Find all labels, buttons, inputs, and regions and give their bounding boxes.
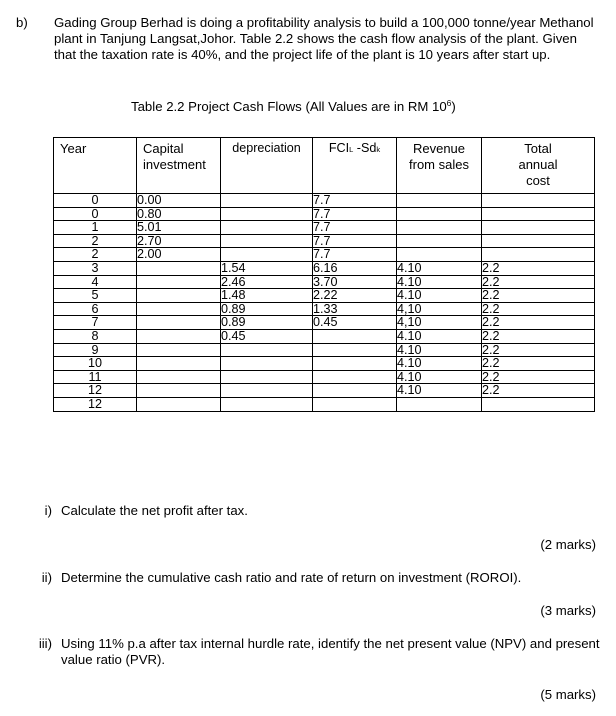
cell-year: 1 <box>54 221 137 235</box>
cell-fci: 6.16 <box>313 261 397 275</box>
fci-main-1: FCI <box>328 141 350 155</box>
cell-capital <box>137 370 221 384</box>
cell-cost: 2.2 <box>482 302 595 316</box>
col-header-revenue <box>397 138 482 194</box>
cell-year: 6 <box>54 302 137 316</box>
cell-capital <box>137 357 221 371</box>
cell-fci <box>313 397 397 411</box>
table-caption <box>131 99 456 114</box>
intro-paragraph: Gading Group Berhad is doing a profitability analysis to build a 100,000 tonne/year Methanol plant in Tanjung Langsat,Johor. Table 2.2 shows the cash flow analysis of the plant. Given that the taxation rate is 40%, and the project life of the plant is 10 years after start up. <box>54 15 594 62</box>
cell-cost: 2.2 <box>482 275 595 289</box>
cell-depreciation <box>221 370 313 384</box>
cell-fci: 0.45 <box>313 316 397 330</box>
cell-capital: 0.80 <box>137 207 221 221</box>
cell-revenue: 4.10 <box>397 384 482 398</box>
cell-depreciation <box>221 207 313 221</box>
table-row <box>54 194 595 208</box>
table-row <box>54 221 595 235</box>
cell-capital: 5.01 <box>137 221 221 235</box>
cell-depreciation: 1.54 <box>221 261 313 275</box>
cell-cost <box>482 194 595 208</box>
cell-revenue <box>397 397 482 411</box>
cell-cost <box>482 397 595 411</box>
table-row <box>54 289 595 303</box>
cell-revenue: 4,10 <box>397 316 482 330</box>
caption-text: Table 2.2 Project Cash Flows (All Values are in RM 10 <box>131 99 447 114</box>
cell-depreciation <box>221 343 313 357</box>
cell-fci <box>313 384 397 398</box>
cell-capital <box>137 261 221 275</box>
cell-depreciation: 0.89 <box>221 302 313 316</box>
table-row <box>54 357 595 371</box>
cell-capital <box>137 316 221 330</box>
table-row <box>54 302 595 316</box>
table-row <box>54 261 595 275</box>
table-body <box>54 194 595 412</box>
caption-close: ) <box>451 99 456 114</box>
cell-fci: 7.7 <box>313 221 397 235</box>
cell-revenue: 4.10 <box>397 343 482 357</box>
cell-cost <box>482 248 595 262</box>
cell-depreciation <box>221 397 313 411</box>
cell-cost: 2.2 <box>482 370 595 384</box>
cell-year: 0 <box>54 194 137 208</box>
question-1-number: i) <box>44 503 52 518</box>
cell-year: 12 <box>54 384 137 398</box>
cell-capital <box>137 384 221 398</box>
cell-cost <box>482 234 595 248</box>
cell-fci: 7.7 <box>313 234 397 248</box>
cell-depreciation <box>221 357 313 371</box>
cell-fci: 7.7 <box>313 207 397 221</box>
cell-capital <box>137 397 221 411</box>
cell-year: 2 <box>54 234 137 248</box>
cell-revenue: 4,10 <box>397 302 482 316</box>
cell-fci: 2.22 <box>313 289 397 303</box>
col-header-fci <box>313 138 397 194</box>
cell-year: 3 <box>54 261 137 275</box>
cell-depreciation <box>221 221 313 235</box>
col-header-year: Year <box>54 138 137 194</box>
cell-revenue: 4.10 <box>397 370 482 384</box>
table-row <box>54 329 595 343</box>
cell-fci: 1.33 <box>313 302 397 316</box>
cell-revenue: 4.10 <box>397 357 482 371</box>
question-1-marks: (2 marks) <box>540 537 596 552</box>
cell-fci: 7.7 <box>313 248 397 262</box>
table-row <box>54 316 595 330</box>
table-header-row <box>54 138 595 194</box>
cell-year: 12 <box>54 397 137 411</box>
table-row <box>54 248 595 262</box>
cell-revenue <box>397 248 482 262</box>
question-2-marks: (3 marks) <box>540 603 596 618</box>
cell-revenue <box>397 207 482 221</box>
cell-year: 9 <box>54 343 137 357</box>
col-header-total-line2: annual <box>518 156 558 172</box>
cell-year: 7 <box>54 316 137 330</box>
cell-revenue <box>397 221 482 235</box>
cell-fci <box>313 329 397 343</box>
cell-revenue <box>397 194 482 208</box>
cell-fci <box>313 357 397 371</box>
cell-revenue <box>397 234 482 248</box>
cell-cost: 2.2 <box>482 316 595 330</box>
table-row <box>54 384 595 398</box>
question-3-marks: (5 marks) <box>540 687 596 702</box>
cell-capital <box>137 289 221 303</box>
cell-depreciation: 0.45 <box>221 329 313 343</box>
cell-capital <box>137 343 221 357</box>
question-2-number: ii) <box>41 570 52 585</box>
cell-capital <box>137 329 221 343</box>
question-1-text: Calculate the net profit after tax. <box>61 503 248 518</box>
cell-depreciation: 2.46 <box>221 275 313 289</box>
fci-sub-2: k <box>376 145 381 154</box>
cell-year: 11 <box>54 370 137 384</box>
cell-cost: 2.2 <box>482 384 595 398</box>
table-row <box>54 234 595 248</box>
cell-year: 10 <box>54 357 137 371</box>
cell-capital <box>137 275 221 289</box>
cell-capital: 0.00 <box>137 194 221 208</box>
cell-fci <box>313 343 397 357</box>
col-header-revenue-line2: from sales <box>409 156 469 172</box>
cell-cost: 2.2 <box>482 343 595 357</box>
table-row <box>54 207 595 221</box>
table-row <box>54 397 595 411</box>
col-header-revenue-line1: Revenue <box>412 141 466 156</box>
cash-flow-table <box>53 137 595 412</box>
cell-depreciation <box>221 248 313 262</box>
caption-exponent: 6 <box>446 98 452 108</box>
cell-cost <box>482 207 595 221</box>
fci-main-2: -Sd <box>353 141 377 155</box>
section-label: b) <box>16 15 28 30</box>
cell-depreciation <box>221 194 313 208</box>
cell-fci: 3.70 <box>313 275 397 289</box>
table-row <box>54 370 595 384</box>
cell-cost: 2.2 <box>482 357 595 371</box>
question-3-text: Using 11% p.a after tax internal hurdle rate, identify the net present value (NPV) and present value ratio (PVR). <box>61 636 600 667</box>
col-header-capital-line1: Capital <box>143 141 184 156</box>
cell-cost <box>482 221 595 235</box>
cell-revenue: 4.10 <box>397 329 482 343</box>
question-2-text: Determine the cumulative cash ratio and rate of return on investment (ROROI). <box>61 570 522 585</box>
cell-capital: 2.70 <box>137 234 221 248</box>
col-header-total-line3: cost <box>526 172 550 188</box>
cell-fci <box>313 370 397 384</box>
cell-cost: 2.2 <box>482 289 595 303</box>
cell-revenue: 4.10 <box>397 261 482 275</box>
question-3-number: iii) <box>38 636 52 651</box>
cell-revenue: 4.10 <box>397 275 482 289</box>
cell-year: 4 <box>54 275 137 289</box>
table-row <box>54 343 595 357</box>
cell-fci: 7.7 <box>313 194 397 208</box>
table-row <box>54 275 595 289</box>
cell-capital <box>137 302 221 316</box>
col-header-total-cost <box>482 138 595 194</box>
cell-cost: 2.2 <box>482 261 595 275</box>
cell-depreciation: 1.48 <box>221 289 313 303</box>
cell-cost: 2.2 <box>482 329 595 343</box>
cell-year: 5 <box>54 289 137 303</box>
cell-year: 0 <box>54 207 137 221</box>
fci-sub-1: L <box>349 145 354 154</box>
col-header-depreciation: depreciation <box>221 138 313 194</box>
cell-capital: 2.00 <box>137 248 221 262</box>
col-header-capital-line2: investment <box>143 156 206 172</box>
cell-year: 2 <box>54 248 137 262</box>
cell-revenue: 4.10 <box>397 289 482 303</box>
cell-depreciation <box>221 384 313 398</box>
cell-depreciation: 0.89 <box>221 316 313 330</box>
col-header-total-line1: Total <box>524 141 552 156</box>
col-header-capital <box>137 138 221 194</box>
cell-depreciation <box>221 234 313 248</box>
cell-year: 8 <box>54 329 137 343</box>
